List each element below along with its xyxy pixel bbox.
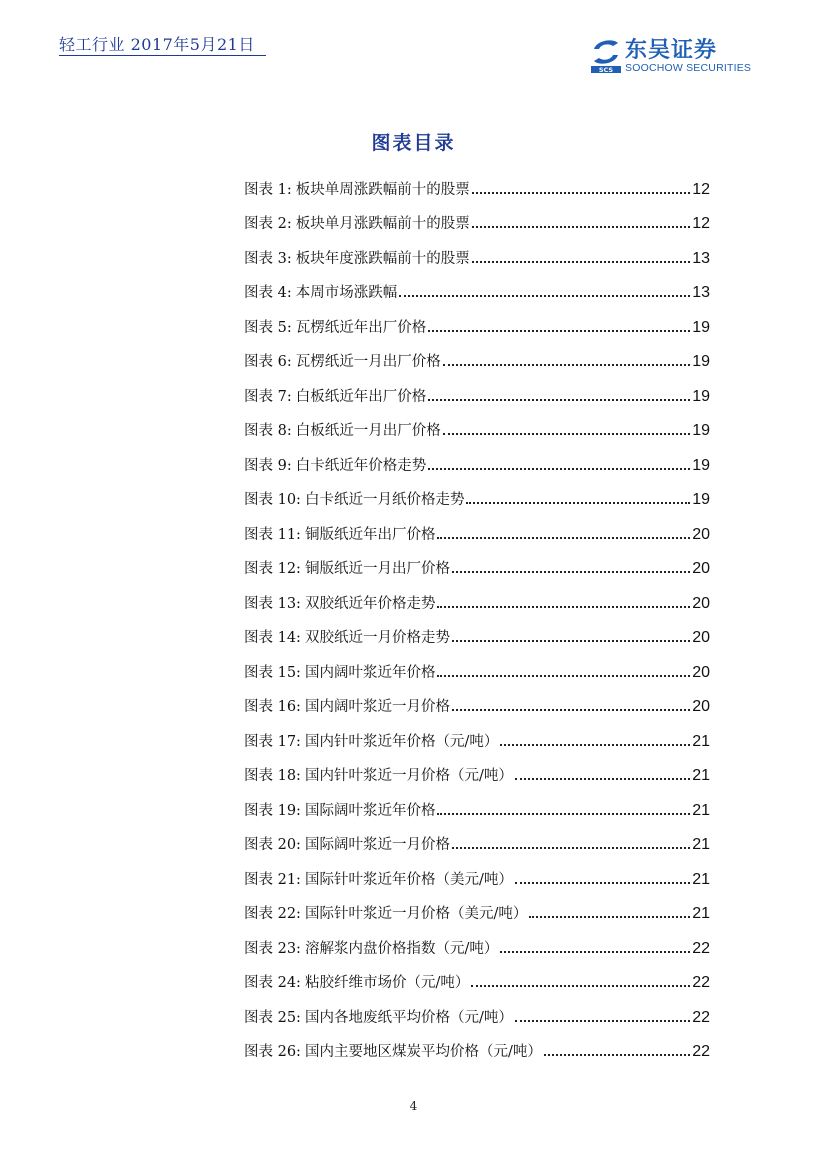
toc-entry-title: 国内阔叶浆近一月价格	[304, 699, 450, 715]
toc-entry-title: 白板纸近年出厂价格	[295, 388, 427, 405]
logo-name-en: SOOCHOW SECURITIES	[625, 62, 752, 74]
toc-entry-label: 图表 21:	[244, 871, 301, 888]
toc-dot-leader	[452, 709, 690, 711]
toc-entry-label: 图表 15:	[244, 664, 301, 681]
toc-dot-leader	[452, 571, 690, 573]
toc-entry[interactable]	[244, 891, 710, 926]
toc-entry-title: 溶解浆内盘价格指数（元/吨）	[304, 940, 499, 957]
toc-entry-text	[244, 316, 426, 339]
toc-entry-label: 图表 25:	[244, 1009, 301, 1026]
toc-entry[interactable]	[244, 511, 710, 546]
toc-entry-title: 国际阔叶浆近一月价格	[304, 837, 450, 853]
toc-entry-page: 20	[692, 594, 710, 612]
toc-entry-title: 国际阔叶浆近年价格	[304, 802, 436, 819]
toc-entry-page: 19	[692, 353, 710, 370]
toc-entry-label: 图表 24:	[244, 975, 301, 991]
toc-entry-text	[244, 833, 450, 856]
toc-dot-leader	[443, 433, 690, 435]
toc-entry-title: 国内主要地区煤炭平均价格（元/吨）	[304, 1044, 542, 1060]
page-title: 图表目录	[371, 132, 456, 154]
toc-entry-title: 本周市场涨跌幅	[295, 285, 398, 301]
toc-entry[interactable]	[244, 580, 710, 615]
toc-entry[interactable]	[244, 235, 710, 270]
toc-entry[interactable]	[244, 994, 710, 1029]
toc-dot-leader	[515, 882, 690, 884]
toc-entry-label: 图表 14:	[244, 630, 301, 646]
toc-entry-label: 图表 11:	[244, 526, 301, 543]
toc-entry[interactable]	[244, 718, 710, 753]
toc-entry-title: 双胶纸近一月价格走势	[304, 630, 450, 646]
toc-dot-leader	[437, 537, 690, 539]
toc-dot-leader	[437, 606, 690, 608]
toc-entry[interactable]	[244, 442, 710, 477]
toc-entry-text	[244, 868, 513, 891]
toc-entry-label: 图表 3:	[244, 250, 292, 267]
toc-entry-label: 图表 22:	[244, 906, 301, 922]
toc-entry[interactable]	[244, 684, 710, 719]
toc-entry[interactable]	[244, 753, 710, 788]
toc-entry-page: 19	[692, 318, 710, 336]
toc-entry-page: 22	[692, 1043, 710, 1060]
toc-entry[interactable]	[244, 649, 710, 684]
toc-dot-leader	[472, 192, 690, 194]
toc-entry-page: 21	[692, 732, 710, 750]
toc-entry-label: 图表 9:	[244, 457, 292, 474]
toc-entry-label: 图表 20:	[244, 837, 301, 853]
toc-dot-leader	[544, 1054, 690, 1056]
toc-entry-page: 13	[692, 284, 710, 301]
toc-entry-title: 铜版纸近一月出厂价格	[304, 561, 450, 577]
toc-entry-title: 国内针叶浆近一月价格（元/吨）	[304, 768, 513, 784]
toc-entry-page: 19	[692, 387, 710, 405]
toc-entry[interactable]	[244, 408, 710, 443]
toc-entry-text	[244, 971, 469, 994]
toc-dot-leader	[437, 675, 690, 677]
toc-entry-text	[244, 592, 435, 615]
toc-entry-page: 22	[692, 974, 710, 991]
toc-entry-page: 12	[692, 215, 710, 232]
toc-entry-page: 19	[692, 422, 710, 439]
toc-entry-page: 20	[692, 663, 710, 681]
toc-entry[interactable]	[244, 960, 710, 995]
toc-dot-leader	[529, 916, 690, 918]
toc-entry-title: 国内各地废纸平均价格（元/吨）	[304, 1009, 513, 1026]
toc-entry-page: 22	[692, 939, 710, 957]
toc-entry-text	[244, 419, 441, 442]
toc-dot-leader	[452, 640, 690, 642]
toc-entry-label: 图表 8:	[244, 423, 292, 439]
toc-entry-title: 国内阔叶浆近年价格	[304, 664, 436, 681]
toc-entry[interactable]	[244, 373, 710, 408]
toc-entry[interactable]	[244, 546, 710, 581]
toc-entry-text	[244, 730, 498, 753]
toc-entry-title: 板块单月涨跌幅前十的股票	[295, 216, 470, 232]
toc-entry-page: 21	[692, 767, 710, 784]
toc-entry[interactable]	[244, 201, 710, 236]
toc-entry-text	[244, 764, 513, 787]
toc-entry-title: 国际针叶浆近年价格（美元/吨）	[304, 871, 513, 888]
toc-entry-page: 12	[692, 180, 710, 198]
toc-entry-label: 图表 26:	[244, 1044, 301, 1060]
toc-dot-leader	[466, 502, 690, 504]
toc-entry-page: 20	[692, 525, 710, 543]
toc-entry[interactable]	[244, 787, 710, 822]
toc-entry-label: 图表 7:	[244, 388, 292, 405]
toc-entry-page: 21	[692, 836, 710, 853]
toc-entry-page: 21	[692, 870, 710, 888]
toc-entry-title: 板块年度涨跌幅前十的股票	[295, 250, 470, 267]
toc-entry-label: 图表 2:	[244, 216, 292, 232]
toc-dot-leader	[472, 226, 690, 228]
toc-entry-title: 双胶纸近年价格走势	[304, 595, 436, 612]
toc-entry-page: 21	[692, 801, 710, 819]
toc-entry-title: 铜版纸近年出厂价格	[304, 526, 436, 543]
toc-dot-leader	[428, 330, 690, 332]
toc-entry[interactable]	[244, 339, 710, 374]
toc-dot-leader	[515, 778, 690, 780]
toc-dot-leader	[471, 985, 690, 987]
toc-entry[interactable]	[244, 270, 710, 305]
logo-name-cn: 东吴证券	[625, 38, 718, 63]
toc-entry-title: 板块单周涨跌幅前十的股票	[295, 181, 470, 198]
header-underline	[59, 55, 266, 56]
toc-dot-leader	[515, 1020, 690, 1022]
toc-entry-label: 图表 16:	[244, 699, 301, 715]
toc-entry-text	[244, 799, 435, 822]
toc-entry-label: 图表 4:	[244, 285, 292, 301]
toc-entry[interactable]	[244, 477, 710, 512]
toc-entry-page: 22	[692, 1008, 710, 1026]
toc-entry-text	[244, 247, 470, 270]
toc-dot-leader	[443, 364, 690, 366]
company-logo	[591, 37, 761, 77]
toc-entry-page: 20	[692, 629, 710, 646]
toc-entry[interactable]	[244, 1029, 710, 1064]
toc-entry-text	[244, 488, 464, 511]
toc-entry-text	[244, 454, 426, 477]
toc-entry-text	[244, 626, 450, 649]
toc-dot-leader	[500, 951, 690, 953]
toc-entry-page: 19	[692, 491, 710, 508]
toc-entry-text	[244, 902, 527, 925]
toc-dot-leader	[472, 261, 690, 263]
toc-dot-leader	[428, 468, 690, 470]
toc-entry-text	[244, 1006, 513, 1029]
toc-entry-text	[244, 557, 450, 580]
toc-entry-text	[244, 937, 498, 960]
toc-entry[interactable]	[244, 615, 710, 650]
header-report-info: 轻工行业 2017年5月21日	[59, 35, 255, 54]
toc-entry-label: 图表 5:	[244, 319, 292, 336]
toc-entry-page: 21	[692, 905, 710, 922]
toc-dot-leader	[428, 399, 690, 401]
toc-entry-text	[244, 212, 470, 235]
toc-entry[interactable]	[244, 822, 710, 857]
toc-entry-text	[244, 281, 397, 304]
toc-entry-text	[244, 178, 470, 201]
toc-entry-text	[244, 1040, 542, 1063]
toc-entry-title: 国际针叶浆近一月价格（美元/吨）	[304, 906, 528, 922]
table-of-figures	[244, 166, 710, 1063]
toc-entry-page: 20	[692, 560, 710, 577]
toc-entry-text	[244, 385, 426, 408]
toc-entry-label: 图表 19:	[244, 802, 301, 819]
toc-entry-text	[244, 350, 441, 373]
toc-entry-title: 白卡纸近一月纸价格走势	[304, 492, 465, 508]
toc-entry-label: 图表 13:	[244, 595, 301, 612]
toc-entry-label: 图表 17:	[244, 733, 301, 750]
toc-entry-label: 图表 23:	[244, 940, 301, 957]
toc-entry-title: 瓦楞纸近一月出厂价格	[295, 354, 441, 370]
toc-entry-page: 19	[692, 456, 710, 474]
toc-entry-page: 13	[692, 249, 710, 267]
toc-entry-title: 瓦楞纸近年出厂价格	[295, 319, 427, 336]
toc-entry-text	[244, 523, 435, 546]
toc-dot-leader	[452, 847, 690, 849]
toc-dot-leader	[399, 295, 690, 297]
toc-entry-label: 图表 1:	[244, 181, 292, 198]
toc-dot-leader	[500, 744, 690, 746]
toc-entry-label: 图表 12:	[244, 561, 301, 577]
toc-entry-title: 粘胶纤维市场价（元/吨）	[304, 975, 470, 991]
toc-entry-title: 白卡纸近年价格走势	[295, 457, 427, 474]
page-number: 4	[409, 1099, 418, 1113]
toc-entry-text	[244, 661, 435, 684]
soochow-logo-icon	[591, 37, 621, 73]
toc-entry-label: 图表 18:	[244, 768, 301, 784]
toc-dot-leader	[437, 813, 690, 815]
toc-entry[interactable]	[244, 304, 710, 339]
toc-entry[interactable]	[244, 856, 710, 891]
logo-mark-text: SCS	[598, 66, 614, 73]
toc-entry[interactable]	[244, 166, 710, 201]
toc-entry-title: 白板纸近一月出厂价格	[295, 423, 441, 439]
toc-entry-title: 国内针叶浆近年价格（元/吨）	[304, 733, 499, 750]
toc-entry[interactable]	[244, 925, 710, 960]
toc-entry-label: 图表 10:	[244, 492, 301, 508]
toc-entry-label: 图表 6:	[244, 354, 292, 370]
toc-entry-text	[244, 695, 450, 718]
toc-entry-page: 20	[692, 698, 710, 715]
